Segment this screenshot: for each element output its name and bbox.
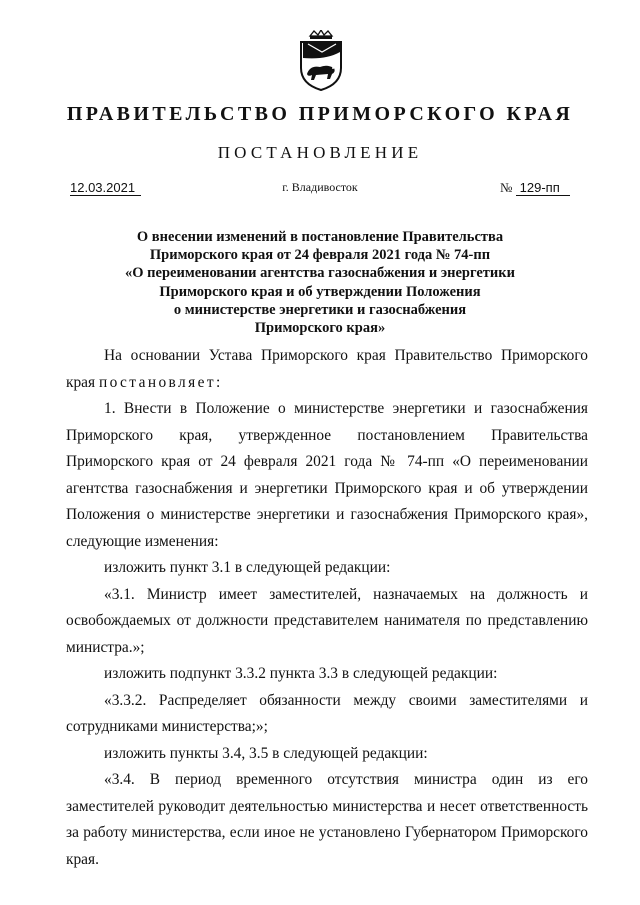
body-paragraph: изложить подпункт 3.3.2 пункта 3.3 в следующей редакции: <box>104 665 498 682</box>
number-value: 129-пп <box>516 180 570 196</box>
body-paragraph: 1. Внести в Положение о министерстве энергетики и газоснабжения Приморского края, утвержденное постановлением Правительства Приморского края от 24 февраля 2021 года № 74-пп «О переименовании агентства газоснабжения и энергетики Приморского края и об утверждении Положения о министерстве энергетики и газоснабжения Приморского края», следующие изменения: <box>66 400 588 550</box>
preamble-text: На основании Устава Приморского края Правительство Приморского края <box>66 347 588 391</box>
coat-of-arms-icon <box>296 30 346 92</box>
subject-line: Приморского края и об утверждении Положения <box>159 283 481 300</box>
body-paragraph: изложить пункты 3.4, 3.5 в следующей редакции: <box>104 744 428 762</box>
document-date: 12.03.2021 <box>70 180 141 196</box>
resolves-word: постановляет: <box>98 373 223 391</box>
body-paragraph <box>66 343 588 396</box>
body-paragraph: изложить пункт 3.1 в следующей редакции: <box>104 559 391 576</box>
subject-line: О внесении изменений в постановление Правительства <box>136 229 504 245</box>
subject-line: Приморского края» <box>254 320 386 337</box>
government-title: ПРАВИТЕЛЬСТВО ПРИМОРСКОГО КРАЯ <box>66 103 574 125</box>
document-subject <box>60 228 580 337</box>
body-paragraph: «3.1. Министр имеет заместителей, назначаемых на должность и освобождаемых от должности представителем нанимателя по представлению министра.»; <box>66 585 588 656</box>
document-city: г. Владивосток <box>282 180 358 194</box>
subject-line: о министерстве энергетики и газоснабжения <box>173 301 467 318</box>
subject-line: Приморского края от 24 февраля 2021 года № 74-пп <box>149 247 491 264</box>
document-number <box>500 180 570 196</box>
document-type: ПОСТАНОВЛЕНИЕ <box>217 143 423 162</box>
document-body <box>66 343 588 873</box>
body-paragraph: «3.3.2. Распределяет обязанности между своими заместителями и сотрудниками министерства;»; <box>66 691 588 735</box>
subject-line: «О переименовании агентства газоснабжения и энергетики <box>125 265 515 282</box>
number-prefix: № <box>500 180 513 195</box>
body-paragraph: «3.4. В период временного отсутствия министра один из его заместителей руководит деятельностью министерства и несет ответственность за работу министерства, если иное не установлено Губернатором Приморского края. <box>66 771 588 868</box>
